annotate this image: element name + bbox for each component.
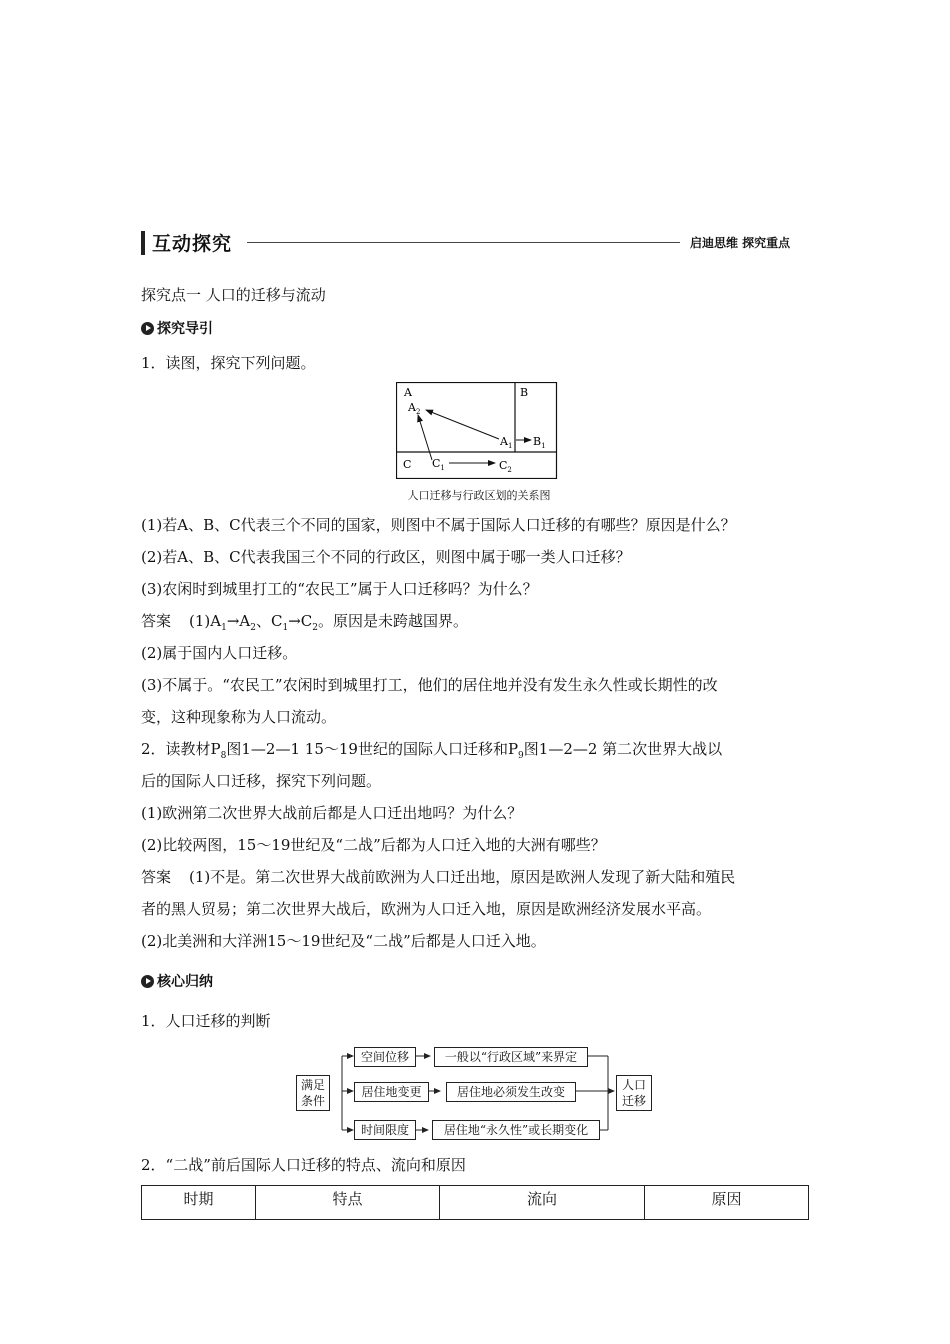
answer-label: 答案	[141, 868, 172, 886]
core-summary-heading	[141, 971, 213, 991]
migration-table	[141, 1185, 809, 1220]
play-circle-icon	[141, 322, 154, 335]
q2-intro-line1: 2．读教材$P_8$图1—2—1 15～19世纪的国际人口迁移和$P_9$图1—2—2 第二次世界大战以	[141, 740, 723, 761]
core-summary-label: 核心归纳	[157, 974, 213, 990]
table-header-row	[142, 1186, 809, 1220]
region-b-label: B	[520, 386, 529, 399]
point-c2-label: $C_2$	[499, 459, 512, 474]
region-a-label: A	[404, 386, 412, 399]
table-header-period: 时期	[142, 1186, 256, 1220]
q2-intro-line2: 后的国际人口迁移，探究下列问题。	[141, 772, 382, 790]
q1-question-2: (2)若A、B、C代表我国三个不同的行政区，则图中属于哪一类人口迁移？	[141, 548, 631, 566]
diagram-caption: 人口迁移与行政区划的关系图	[407, 489, 551, 502]
table-header-direction: 流向	[440, 1186, 645, 1220]
core-item-1: 1．人口迁移的判断	[141, 1012, 271, 1030]
play-circle-icon	[141, 975, 154, 988]
migration-admin-diagram	[396, 382, 558, 479]
answer-label: 答案	[141, 612, 172, 630]
core-item-2: 2．“二战”前后国际人口迁移的特点、流向和原因	[141, 1156, 466, 1174]
q2-answer-1-line1: 答案 (1)不是。第二次世界大战前欧洲为人口迁出地，原因是欧洲人发现了新大陆和殖民	[141, 868, 736, 886]
flow-condition-box: 满足 条件	[296, 1075, 330, 1111]
q1-answer-3-line1: (3)不属于。“农民工”农闲时到城里打工，他们的居住地并没有发生永久性或长期性的改	[141, 676, 718, 694]
q2-answer-1-line2: 者的黑人贸易；第二次世界大战后，欧洲为人口迁入地，原因是欧洲经济发展水平高。	[141, 900, 712, 918]
q1-question-1: (1)若A、B、C代表三个不同的国家，则图中不属于国际人口迁移的有哪些？原因是什么？	[141, 516, 736, 534]
arrow-a1-a2	[426, 410, 499, 439]
q1-question-3: (3)农闲时到城里打工的“农民工”属于人口迁移吗？为什么？	[141, 580, 538, 598]
point-a2-label: $A_2$	[408, 401, 421, 416]
flow-right-residence: 居住地必须发生改变	[446, 1082, 576, 1102]
q1-answer-2: (2)属于国内人口迁移。	[141, 644, 298, 662]
table-header-features: 特点	[256, 1186, 440, 1220]
q2-question-1: (1)欧洲第二次世界大战前后都是人口迁出地吗？为什么？	[141, 804, 523, 822]
point-c1-label: $C_1$	[432, 457, 445, 472]
q2-answer-2: (2)北美洲和大洋洲15～19世纪及“二战”后都是人口迁入地。	[141, 932, 546, 950]
guide-heading-label: 探究导引	[157, 321, 213, 337]
table-header-reason: 原因	[645, 1186, 809, 1220]
q2-question-2: (2)比较两图，15～19世纪及“二战”后都为人口迁入地的大洲有哪些？	[141, 836, 606, 854]
point-a1-label: $A_1$	[500, 435, 513, 450]
flow-mid-spatial: 空间位移	[354, 1047, 416, 1067]
flow-mid-residence: 居住地变更	[354, 1082, 429, 1102]
flow-mid-time: 时间限度	[354, 1120, 416, 1140]
point-b1-label: $B_1$	[533, 435, 546, 450]
flow-result-box: 人口 迁移	[616, 1075, 652, 1111]
flow-right-spatial: 一般以“行政区域”来界定	[434, 1047, 588, 1067]
q1-answer-1: 答案 $(1)A_1\to A_2$、$C_1\to C_2$。原因是未跨越国界。	[141, 612, 468, 633]
flow-right-time: 居住地“永久性”或长期变化	[432, 1120, 600, 1140]
section-header-subtitle: 启迪思维 探究重点	[690, 236, 791, 250]
explore-point-title: 探究点一 人口的迁移与流动	[141, 286, 326, 304]
section-header-bar	[141, 231, 145, 255]
arrow-c1-a2	[418, 415, 432, 460]
section-header-title: 互动探究	[152, 233, 233, 255]
q1-intro: 1．读图，探究下列问题。	[141, 354, 316, 372]
region-c-label: C	[403, 458, 412, 471]
section-header-rule	[247, 242, 680, 243]
guide-heading	[141, 318, 213, 338]
q1-answer-3-line2: 变，这种现象称为人口流动。	[141, 708, 337, 726]
